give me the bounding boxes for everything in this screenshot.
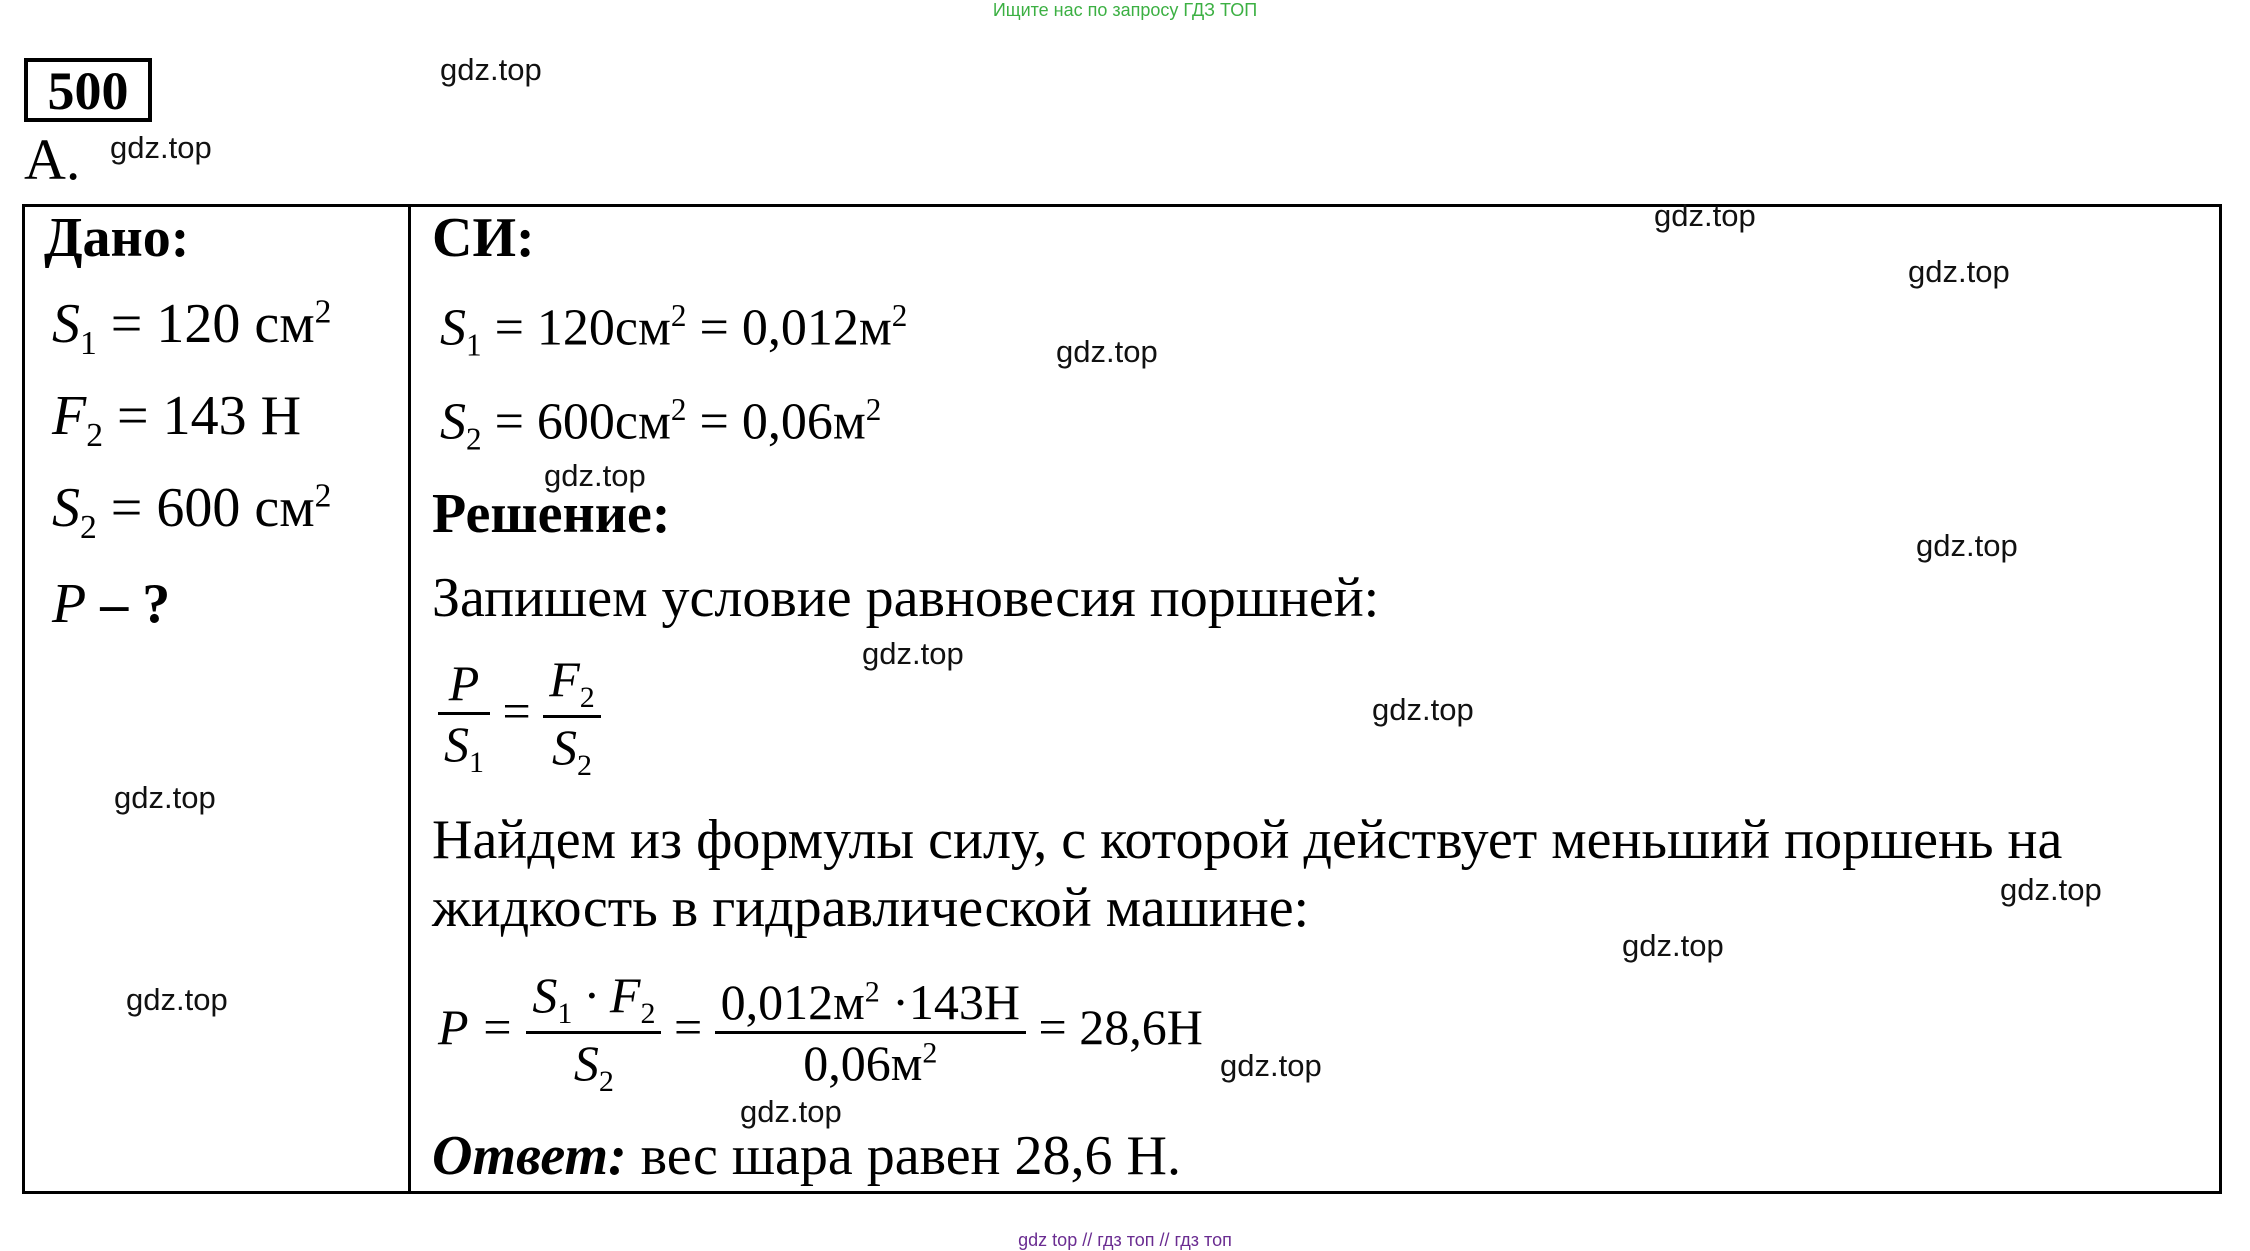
footer: gdz top // гдз топ // гдз топ xyxy=(1018,1230,1232,1250)
watermark: gdz.top xyxy=(544,458,646,493)
column-divider xyxy=(408,204,411,1194)
answer: Ответ: вес шара равен 28,6 Н. xyxy=(432,1125,1181,1187)
solution-text-3: жидкость в гидравлической машине: xyxy=(432,877,1310,939)
solution-text-1: Запишем условие равновесия поршней: xyxy=(432,567,1380,629)
watermark: gdz.top xyxy=(440,52,542,87)
search-banner: Ищите нас по запросу ГДЗ ТОП xyxy=(992,0,1258,20)
watermark: gdz.top xyxy=(114,780,216,815)
watermark: gdz.top xyxy=(1654,198,1756,233)
watermark: gdz.top xyxy=(110,130,212,165)
watermark: gdz.top xyxy=(1916,528,2018,563)
si-title: СИ: xyxy=(432,207,535,269)
watermark: gdz.top xyxy=(1056,334,1158,369)
watermark: gdz.top xyxy=(740,1094,842,1129)
equation-2: P = $\frac{S_1 \cdot F_2}{S_2}$ = $\frac{0,012м^2 \cdot 143H}{0,06м^2}$ = 28,6H xyxy=(438,967,1203,1098)
watermark: gdz.top xyxy=(1622,928,1724,963)
watermark: gdz.top xyxy=(126,982,228,1017)
solution-text-2: Найдем из формулы силу, с которой действует меньший поршень на xyxy=(432,809,2063,871)
given-s2: $S_2 = 600$ $см^2$ xyxy=(52,477,332,547)
problem-number: 500 xyxy=(24,58,152,122)
given-title: Дано: xyxy=(44,207,190,269)
equation-1: $\frac{P}{S_1}$ = $\frac{F_2}{S_2}$ xyxy=(438,650,601,783)
solution-title: Решение: xyxy=(432,483,671,545)
si-line2: $S_2 = 600см^2 = 0,06м^2$ xyxy=(440,392,882,457)
watermark: gdz.top xyxy=(1372,692,1474,727)
watermark: gdz.top xyxy=(2000,872,2102,907)
given-f2: $F_2 = 143$ Н xyxy=(52,385,302,455)
variant-letter: А. xyxy=(24,127,81,192)
given-find: P – ? xyxy=(52,573,171,635)
si-line1: $S_1 = 120см^2 = 0,012м^2$ xyxy=(440,298,908,363)
watermark: gdz.top xyxy=(1908,254,2010,289)
watermark: gdz.top xyxy=(1220,1048,1322,1083)
given-s1: $S_1 = 120$ $см^2$ xyxy=(52,293,332,363)
watermark: gdz.top xyxy=(862,636,964,671)
